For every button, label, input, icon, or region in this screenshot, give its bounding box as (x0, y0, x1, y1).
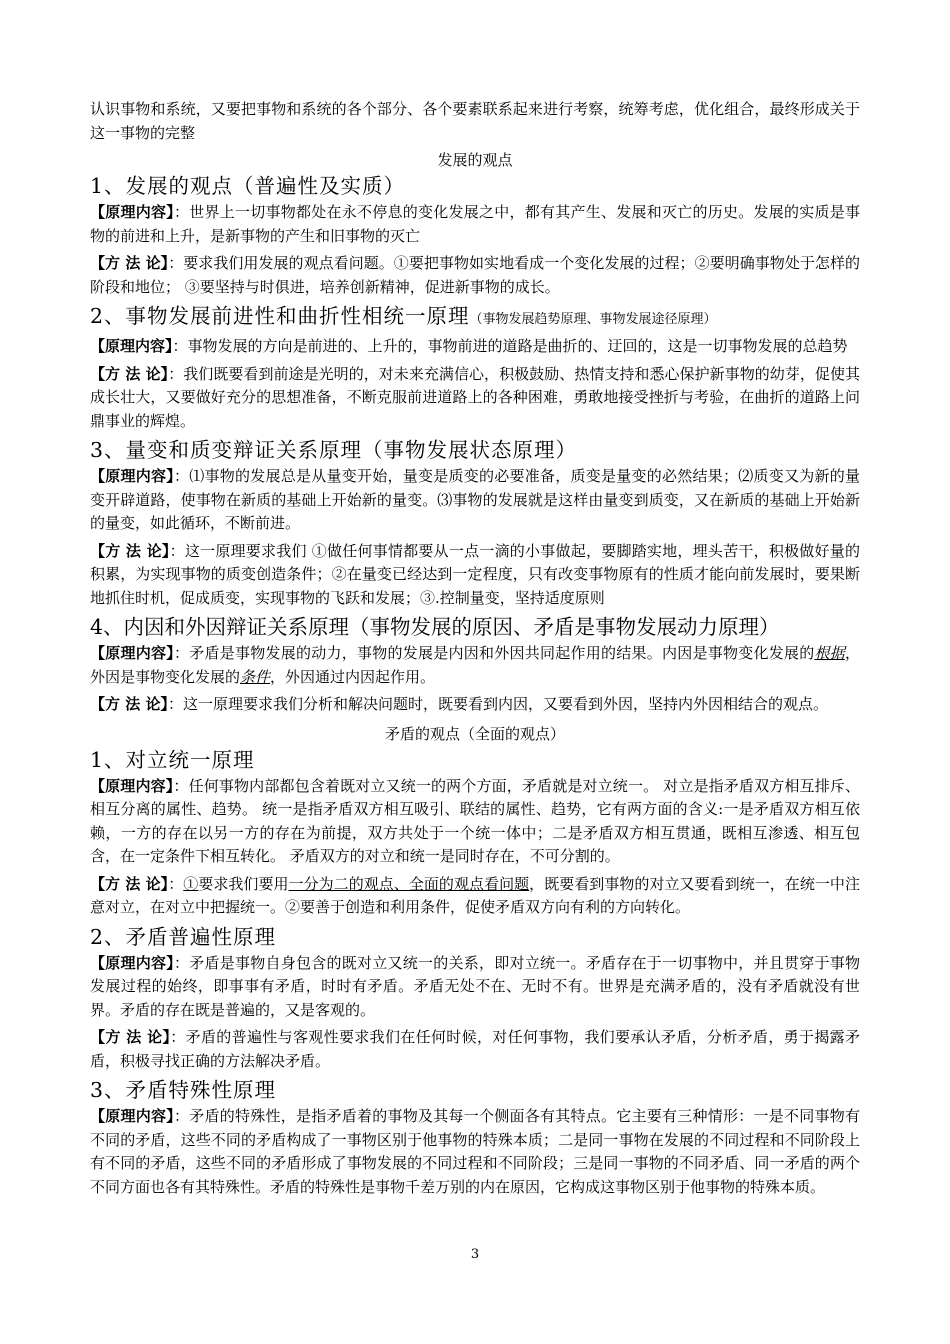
principle-label: 【原理内容】 (90, 467, 174, 485)
method-text: ，既要看到事物的对立又要看到统一，在统一中注意对立，在对立中把握统一。②要善于创造和利用条件，促使矛盾双方向有利的方向转化。 (90, 874, 860, 916)
heading-development-1: 1、发展的观点（普遍性及实质） (90, 174, 406, 198)
principle-development-2 (90, 335, 860, 359)
principle-text: ，外因是事物变化发展的 (90, 644, 860, 686)
principle-development-4 (90, 642, 860, 689)
method-contradiction-1 (90, 873, 860, 920)
principle-label: 【原理内容】 (90, 337, 173, 355)
heading-development-3: 3、量变和质变辩证关系原理（事物发展状态原理） (90, 438, 578, 462)
underlined-phrase: 一分为二的观点、全面的观点看问题 (288, 874, 530, 893)
principle-text: ：任何事物内部都包含着既对立又统一的两个方面，矛盾就是对立统一。 对立是指矛盾双方相互排斥、相互分离的属性、趋势。 统一是指矛盾双方相互吸引、联结的属性、趋势，它有两方面的含义:一是矛盾双方相互依赖，一方的存在以另一方的存在为前提，双方共处于一个统一体中；二是矛盾双方相互贯通，既相互渗透、相互包含，在一定条件下相互转化。 矛盾双方的对立和统一是同时存在，不可分割的。 (90, 776, 860, 865)
method-text: 要求我们要用 (198, 874, 289, 893)
method-contradiction-2 (90, 1026, 860, 1073)
principle-text: ：世界上一切事物都处在永不停息的变化发展之中，都有其产生、发展和灭亡的历史。发展的实质是事物的前进和上升，是新事物的产生和旧事物的灭亡 (90, 203, 860, 245)
method-development-4 (90, 693, 860, 717)
principle-contradiction-2 (90, 952, 860, 1023)
page-number: 3 (470, 1247, 480, 1262)
principle-label: 【原理内容】 (90, 1107, 174, 1125)
principle-development-3 (90, 465, 860, 536)
emphasis-basis: 根据 (814, 644, 845, 662)
principle-label: 【原理内容】 (90, 203, 174, 221)
principle-text: ：矛盾是事物发展的动力，事物的发展是内因和外因共同起作用的结果。内因是事物变化发展的 (174, 644, 815, 662)
section-title-development: 发展的观点 (437, 151, 513, 169)
method-text: ： (168, 874, 184, 893)
heading-development-2 (90, 303, 860, 333)
principle-contradiction-1 (90, 775, 860, 869)
method-development-2 (90, 363, 860, 434)
principle-contradiction-3 (90, 1105, 860, 1199)
principle-development-1 (90, 201, 860, 248)
method-text: ：这一原理要求我们 ①做任何事情都要从一点一滴的小事做起，要脚踏实地，埋头苦干，积极做好量的积累，为实现事物的质变创造条件；②在量变已经达到一定程度，只有改变事物原有的性质才能向前发展时，要果断地抓住时机，促成质变，实现事物的飞跃和发展；③.控制量变，坚持适度原则 (90, 541, 860, 607)
principle-text: ：矛盾是事物自身包含的既对立又统一的关系，即对立统一。矛盾存在于一切事物中，并且贯穿于事物发展过程的始终，即事事有矛盾，时时有矛盾。矛盾无处不在、无时不有。世界是充满矛盾的，没有矛盾就没有世界。矛盾的存在既是普遍的，又是客观的。 (90, 953, 860, 1019)
method-development-3 (90, 540, 860, 611)
intro-paragraph: 认识事物和系统，又要把事物和系统的各个部分、各个要素联系起来进行考察，统筹考虑，优化组合，最终形成关于这一事物的完整 (90, 100, 860, 142)
principle-label: 【原理内容】 (90, 776, 174, 795)
emphasis-condition: 条件 (240, 667, 271, 686)
principle-text: ：事物发展的方向是前进的、上升的，事物前进的道路是曲折的、迂回的，这是一切事物发展的总趋势 (172, 337, 848, 355)
method-label: 【方 法 论】 (90, 254, 169, 272)
method-text: ：要求我们用发展的观点看问题。①要把事物如实地看成一个变化发展的过程；②要明确事物处于怎样的阶段和地位； ③要坚持与时俱进，培养创新精神，促进新事物的成长。 (90, 254, 860, 296)
method-development-1 (90, 252, 860, 299)
method-text: ：我们既要看到前途是光明的，对未来充满信心，积极鼓励、热情支持和悉心保护新事物的幼芽，促使其成长壮大，又要做好充分的思想准备，不断克服前进道路上的各种困难，勇敢地接受挫折与考验，在曲折的道路上问鼎事业的辉煌。 (90, 364, 860, 430)
heading-development-4: 4、内因和外因辩证关系原理（事物发展的原因、矛盾是事物发展动力原理） (90, 615, 780, 639)
heading-contradiction-1: 1、对立统一原理 (90, 747, 255, 772)
page-content (90, 98, 860, 1203)
method-label: 【方 法 论】 (90, 874, 169, 893)
section-title-contradiction: 矛盾的观点（全面的观点） (384, 724, 565, 743)
heading-note: （事物发展趋势原理、事物发展途径原理） (469, 312, 717, 327)
principle-label: 【原理内容】 (90, 953, 174, 972)
principle-text: ：矛盾的特殊性，是指矛盾着的事物及其每一个侧面各有其特点。它主要有三种情形：一是不同事物有不同的矛盾，这些不同的矛盾构成了一事物区别于他事物的特殊本质；二是同一事物在发展的不同过程和不同阶段上有不同的矛盾，这些不同的矛盾形成了事物发展的不同过程和不同阶段；三是同一事物的不同矛盾、同一矛盾的两个不同方面也各有其特殊性。矛盾的特殊性是事物千差万别的内在原因，它构成这事物区别于他事物的特殊本质。 (90, 1107, 860, 1196)
principle-text: ，外因通过内因起作用。 (270, 667, 436, 686)
heading-contradiction-2: 2、矛盾普遍性原理 (90, 924, 277, 949)
heading-text: 2、事物发展前进性和曲折性相统一原理 (90, 304, 470, 328)
heading-contradiction-3: 3、矛盾特殊性原理 (90, 1078, 277, 1102)
method-label: 【方 法 论】 (90, 541, 170, 560)
underlined-marker: ① (183, 874, 199, 893)
principle-label: 【原理内容】 (90, 644, 174, 662)
method-label: 【方 法 论】 (90, 364, 169, 383)
method-label: 【方 法 论】 (90, 1028, 171, 1046)
principle-text: ：⑴事物的发展总是从量变开始，量变是质变的必要准备，质变是量变的必然结果；⑵质变又为新的量变开辟道路，使事物在新质的基础上开始新的量变。⑶事物的发展就是这样由量变到质变，又在新质的基础上开始新的量变，如此循环，不断前进。 (90, 467, 860, 532)
method-text: ：这一原理要求我们分析和解决问题时，既要看到内因，又要看到外因，坚持内外因相结合的观点。 (167, 695, 828, 713)
method-label: 【方 法 论】 (90, 695, 168, 713)
method-text: ：矛盾的普遍性与客观性要求我们在任何时候，对任何事物，我们要承认矛盾，分析矛盾，勇于揭露矛盾，积极寻找正确的方法解决矛盾。 (90, 1028, 860, 1070)
